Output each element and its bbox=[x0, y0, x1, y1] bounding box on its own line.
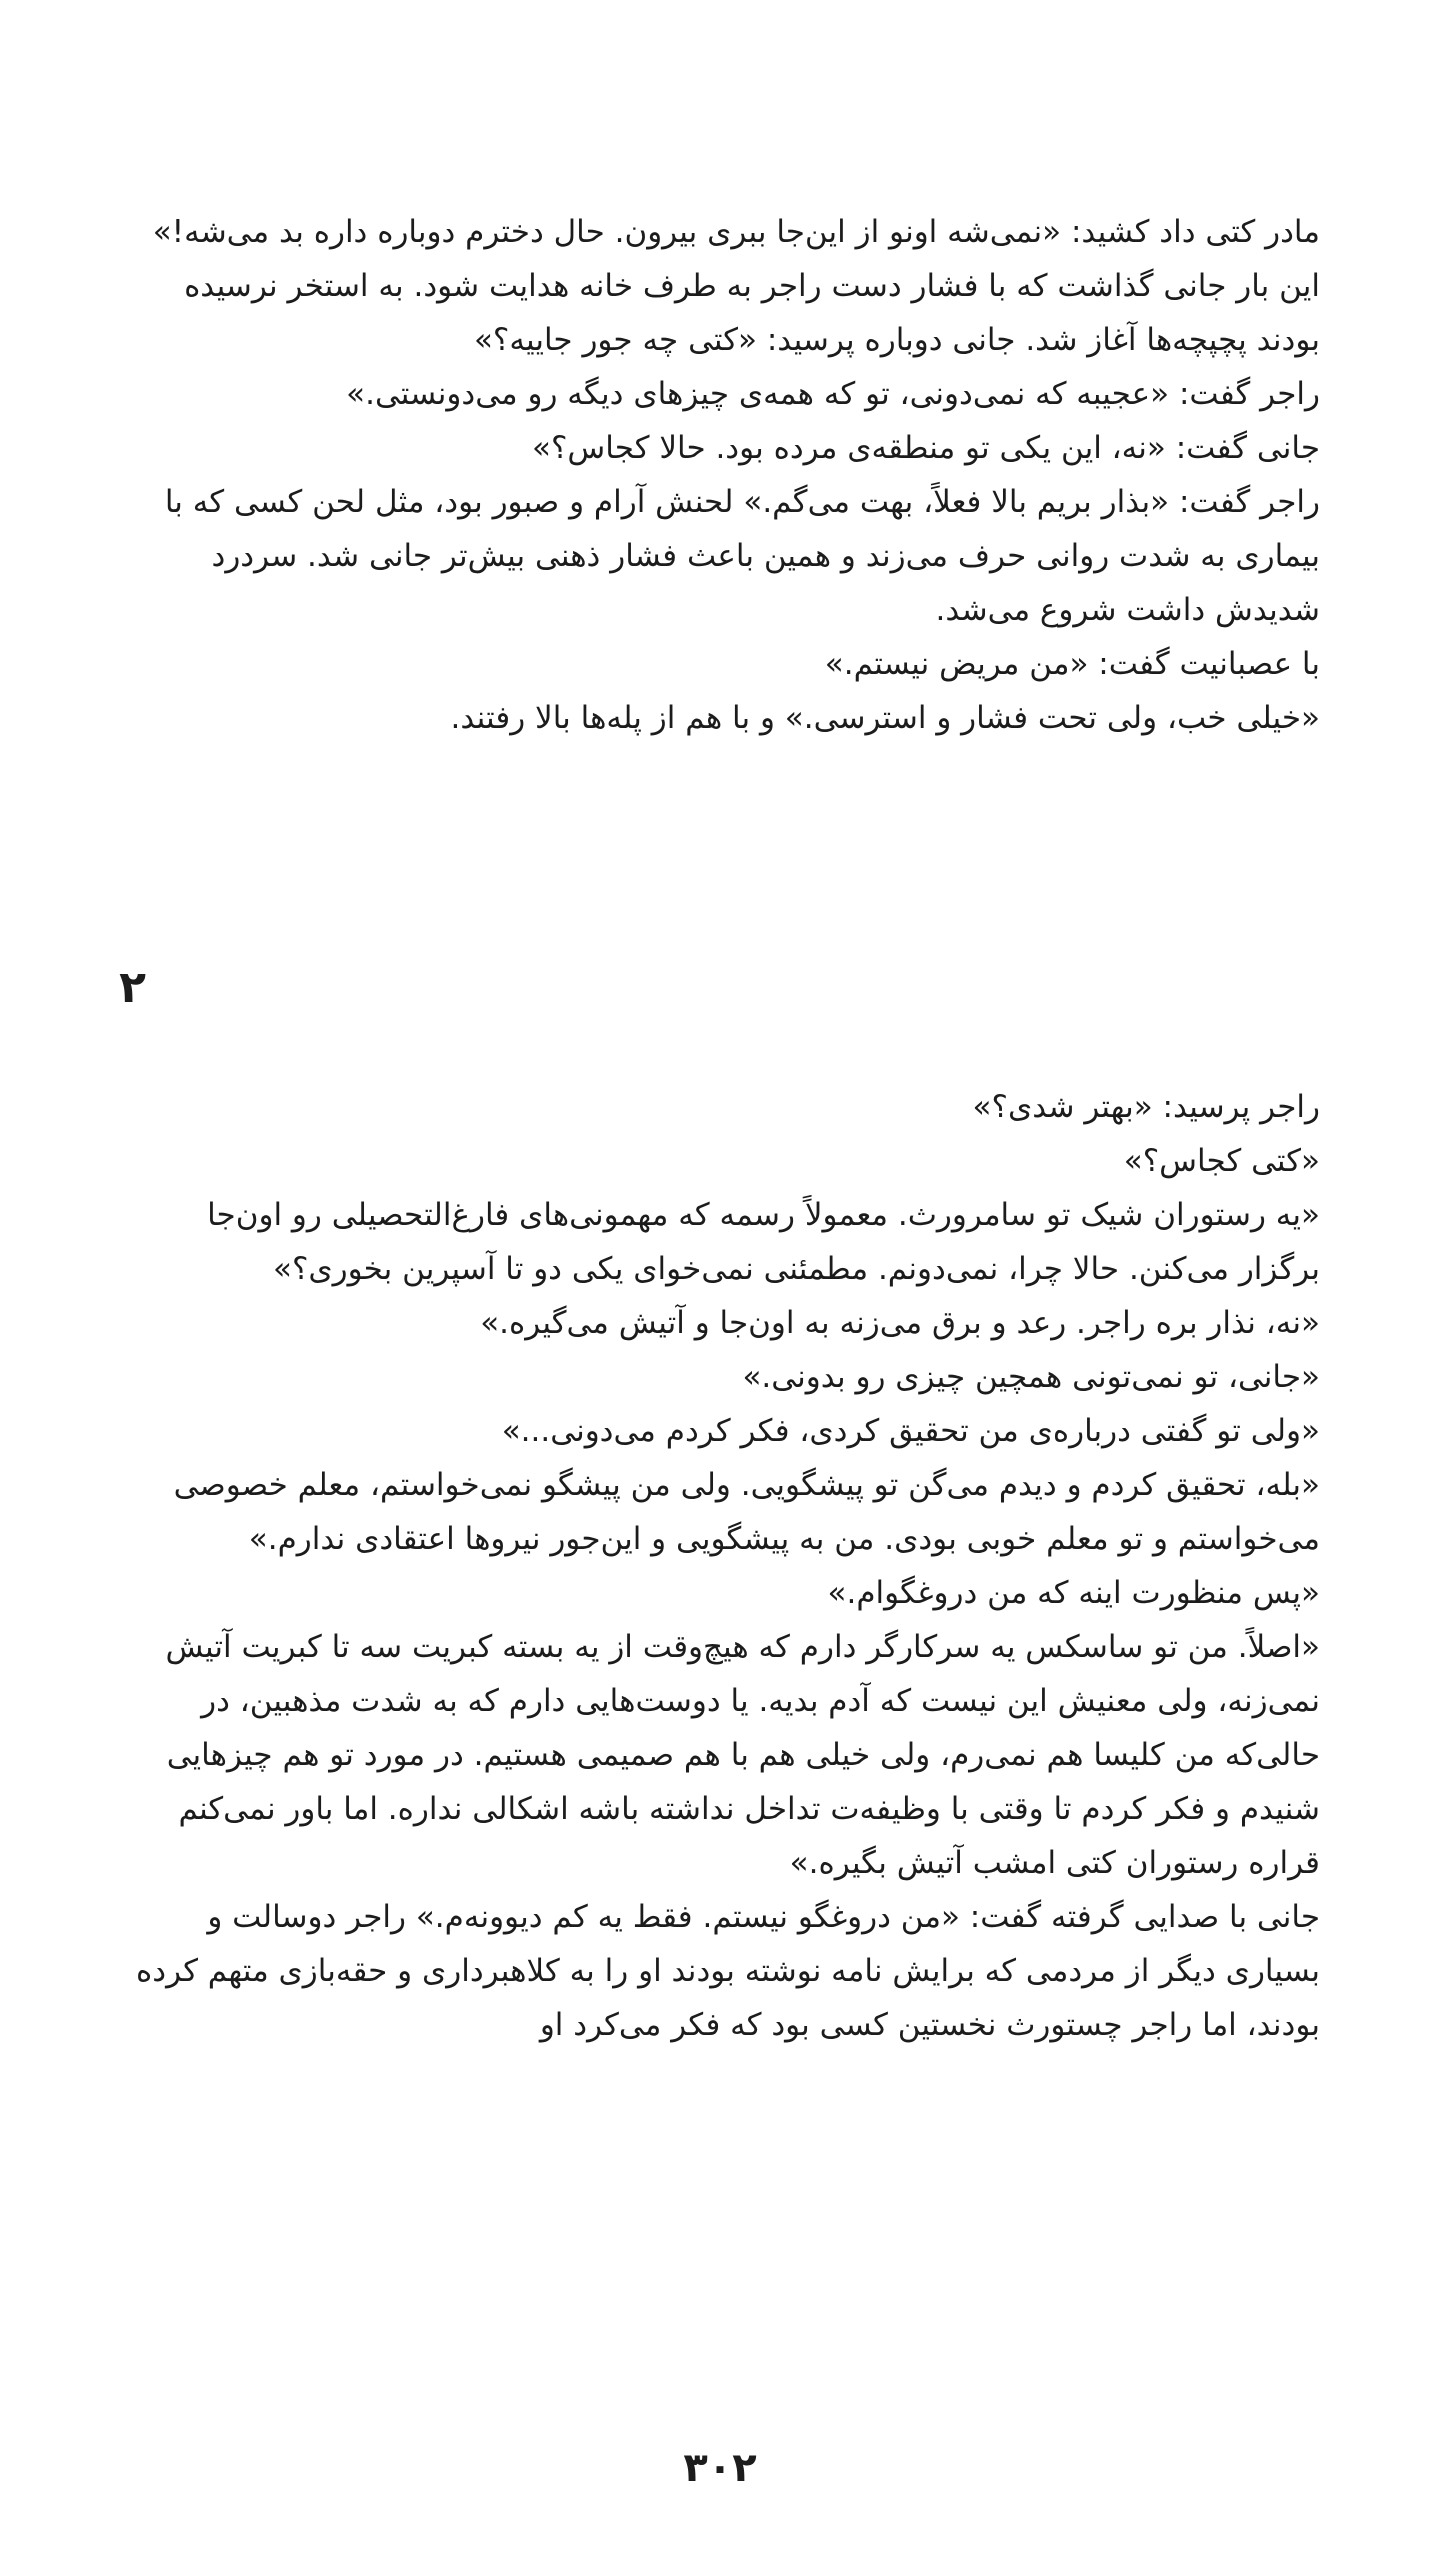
text-section-2 bbox=[120, 1080, 1320, 2052]
text-section-1 bbox=[120, 205, 1320, 745]
paragraph: راجر گفت: «بذار بریم بالا فعلاً، بهت می‌گم.» لحنش آرام و صبور بود، مثل لحن کسی که با بیماری به شدت روانی حرف می‌زند و همین باعث فشار ذهنی بیش‌تر جانی شد. سردرد شدیدش داشت شروع می‌شد. bbox=[164, 484, 1320, 628]
paragraph: راجر پرسید: «بهتر شدی؟» bbox=[972, 1089, 1320, 1125]
paragraph: با عصبانیت گفت: «من مریض نیستم.» bbox=[824, 646, 1320, 682]
paragraph: مادر کتی داد کشید: «نمی‌شه اونو از این‌جا ببری بیرون. حال دخترم دوباره داره بد می‌شه!» bbox=[152, 214, 1320, 250]
paragraph: «پس منظورت اینه که من دروغگوام.» bbox=[827, 1575, 1320, 1611]
paragraph: «بله، تحقیق کردم و دیدم می‌گن تو پیشگویی. ولی من پیشگو نمی‌خواستم، معلم خصوصی می‌خواستم و تو معلم خوبی بودی. من به پیشگویی و این‌جور نیروها اعتقادی ندارم.» bbox=[173, 1467, 1320, 1557]
paragraph: «نه، نذار بره راجر. رعد و برق می‌زنه به اون‌جا و آتیش می‌گیره.» bbox=[480, 1305, 1320, 1341]
paragraph: «ولی تو گفتی درباره‌ی من تحقیق کردی، فکر کردم می‌دونی...» bbox=[501, 1413, 1320, 1449]
page-number: ۳۰۲ bbox=[683, 2445, 757, 2491]
paragraph: جانی گفت: «نه، این یکی تو منطقه‌ی مرده بود. حالا کجاس؟» bbox=[531, 430, 1320, 466]
paragraph: «کتی کجاس؟» bbox=[1123, 1143, 1320, 1179]
paragraph: «یه رستوران شیک تو سامرورث. معمولاً رسمه که مهمونی‌های فارغ‌التحصیلی رو اون‌جا برگزار می‌کنن. حالا چرا، نمی‌دونم. مطمئنی نمی‌خوای یکی دو تا آسپرین بخوری؟» bbox=[207, 1197, 1320, 1287]
paragraph: راجر گفت: «عجیبه که نمی‌دونی، تو که همه‌ی چیزهای دیگه رو می‌دونستی.» bbox=[346, 376, 1320, 412]
chapter-number: ۲ bbox=[119, 962, 146, 1013]
paragraph: جانی با صدایی گرفته گفت: «من دروغگو نیستم. فقط یه کم دیوونه‌م.» راجر دوسالت و بسیاری دیگر از مردمی که برایش نامه نوشته بودند او را به کلاهبرداری و حقه‌بازی متهم کرده بودند، اما راجر چستورث نخستین کسی بود که فکر می‌کرد او bbox=[136, 1899, 1320, 2043]
paragraph: این بار جانی گذاشت که با فشار دست راجر به طرف خانه هدایت شود. به استخر نرسیده بودند پچپچه‌ها آغاز شد. جانی دوباره پرسید: «کتی چه جور جاییه؟» bbox=[184, 268, 1320, 358]
paragraph: «جانی، تو نمی‌تونی همچین چیزی رو بدونی.» bbox=[742, 1359, 1320, 1395]
paragraph: «اصلاً. من تو ساسکس یه سرکارگر دارم که هیچ‌وقت از یه بسته کبریت سه تا کبریت آتیش نمی‌زنه، ولی معنیش این نیست که آدم بدیه. یا دوست‌هایی دارم که به شدت مذهبین، در حالی‌که من کلیسا هم نمی‌رم، ولی خیلی هم با هم صمیمی هستیم. در مورد تو هم چیزهایی شنیدم و فکر کردم تا وقتی با وظیفه‌ت تداخل نداشته باشه اشکالی نداره. اما باور نمی‌کنم قراره رستوران کتی امشب آتیش بگیره.» bbox=[165, 1629, 1320, 1881]
paragraph: «خیلی خب، ولی تحت فشار و استرسی.» و با هم از پله‌ها بالا رفتند. bbox=[450, 700, 1320, 736]
